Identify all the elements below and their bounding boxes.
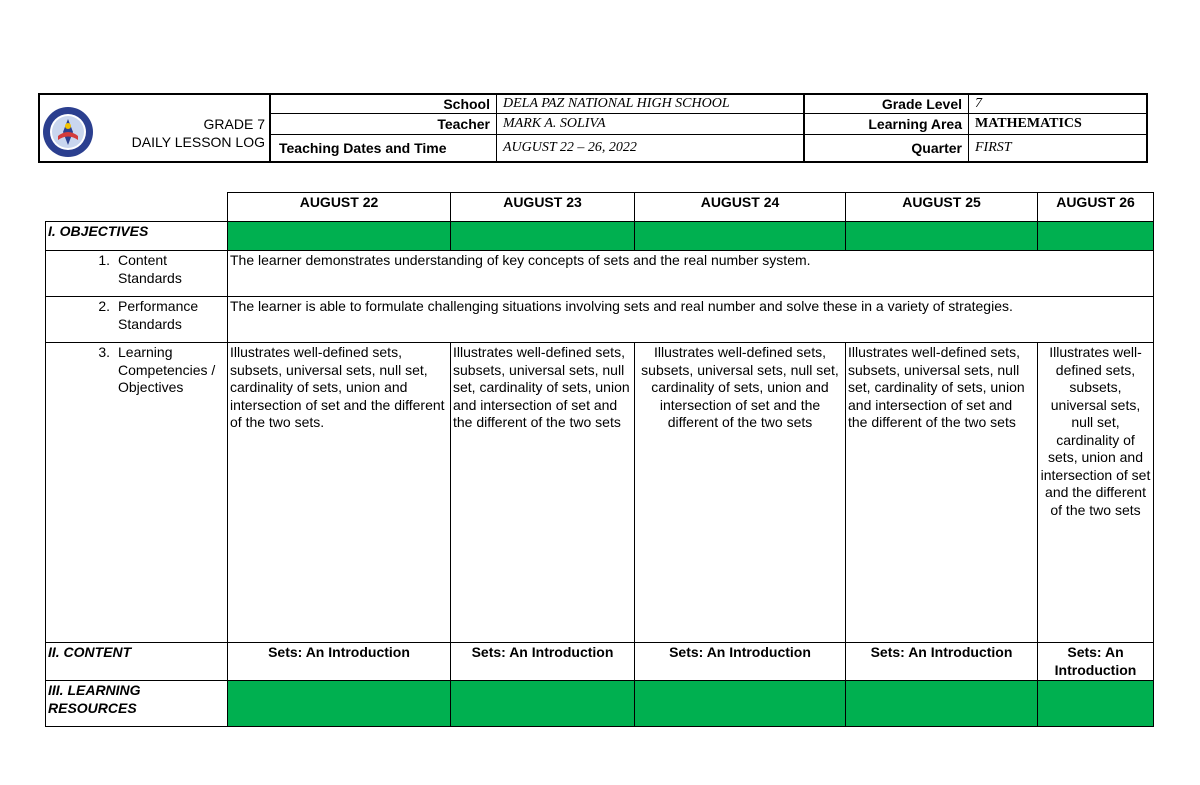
performance-standards-text: The learner is able to formulate challenging situations involving sets and real number and solve these in a variety of strategies.: [228, 297, 1154, 343]
content-label: II. CONTENT: [46, 643, 228, 681]
title-daily-lesson-log: DAILY LESSON LOG: [131, 134, 265, 150]
item-number: 1.: [98, 252, 110, 268]
content-standards-row: [46, 251, 1154, 297]
corner-cell: [46, 193, 228, 222]
learning-area-value: MATHEMATICS: [975, 116, 1082, 131]
days-header-row: [46, 193, 1154, 222]
content-topic: Sets: An Introduction: [635, 643, 846, 681]
competencies-cell: [46, 343, 228, 643]
section-fill-cell: [846, 222, 1038, 251]
performance-standards-cell: [46, 297, 228, 343]
section-fill-cell: [451, 681, 635, 727]
learning-resources-row: [46, 681, 1154, 727]
competency-text: Illustrates well-defined sets, subsets, universal sets, null set, cardinality of sets, union and intersection of set and the different of the two sets: [846, 343, 1038, 643]
deped-seal-icon: [42, 106, 94, 158]
section-fill-cell: [451, 222, 635, 251]
item-number: 2.: [98, 298, 110, 314]
day-header: AUGUST 23: [451, 193, 635, 222]
header-row-line-1: [271, 113, 1148, 114]
section-fill-cell: [1038, 222, 1154, 251]
competency-text: Illustrates well-defined sets, subsets, universal sets, null set, cardinality of sets, union and intersection of set and the different of the two sets.: [228, 343, 451, 643]
content-topic: Sets: An Introduction: [1038, 643, 1154, 681]
objectives-label: I. OBJECTIVES: [46, 222, 228, 251]
content-standards-label: Content Standards: [118, 252, 182, 286]
competency-text: Illustrates well-defined sets, subsets, universal sets, null set, cardinality of sets, union and intersection of set and the different of the two sets: [1038, 343, 1154, 643]
quarter-label: Quarter: [911, 140, 962, 156]
day-header: AUGUST 22: [228, 193, 451, 222]
content-standards-text: The learner demonstrates understanding of key concepts of sets and the real number system.: [228, 251, 1154, 297]
performance-standards-row: [46, 297, 1154, 343]
section-fill-cell: [1038, 681, 1154, 727]
log-title: [100, 115, 265, 151]
content-row: [46, 643, 1154, 681]
competency-text: Illustrates well-defined sets, subsets, universal sets, null set, cardinality of sets, union and intersection of set and the different of the two sets: [451, 343, 635, 643]
lesson-log-table: [45, 192, 1154, 727]
teacher-value: MARK A. SOLIVA: [503, 116, 606, 131]
performance-standards-label: Performance Standards: [118, 298, 199, 332]
teaching-dates-value: AUGUST 22 – 26, 2022: [503, 140, 637, 155]
section-fill-cell: [846, 681, 1038, 727]
school-label: School: [443, 96, 490, 112]
content-topic: Sets: An Introduction: [228, 643, 451, 681]
content-topic: Sets: An Introduction: [451, 643, 635, 681]
section-fill-cell: [228, 681, 451, 727]
section-fill-cell: [228, 222, 451, 251]
content-standards-cell: [46, 251, 228, 297]
grade-level-value: 7: [975, 96, 982, 111]
competency-text: Illustrates well-defined sets, subsets, universal sets, null set, cardinality of sets, union and intersection of set and the different of the two sets: [635, 343, 846, 643]
competencies-row: [46, 343, 1154, 643]
teacher-label: Teacher: [437, 116, 490, 132]
title-grade: GRADE 7: [203, 116, 265, 132]
section-fill-cell: [635, 222, 846, 251]
day-header: AUGUST 26: [1038, 193, 1154, 222]
section-fill-cell: [635, 681, 846, 727]
learning-area-label: Learning Area: [868, 116, 962, 132]
content-topic: Sets: An Introduction: [846, 643, 1038, 681]
objectives-row: [46, 222, 1154, 251]
day-header: AUGUST 24: [635, 193, 846, 222]
day-header: AUGUST 25: [846, 193, 1038, 222]
grade-level-label: Grade Level: [881, 96, 962, 112]
quarter-value: FIRST: [975, 140, 1012, 155]
item-number: 3.: [98, 344, 110, 360]
learning-resources-label: III. LEARNING RESOURCES: [46, 681, 228, 727]
teaching-dates-label: Teaching Dates and Time: [279, 140, 447, 156]
competencies-label: Learning Competencies / Objectives: [118, 344, 216, 395]
header-row-line-2: [271, 134, 1148, 135]
school-value: DELA PAZ NATIONAL HIGH SCHOOL: [503, 96, 730, 111]
